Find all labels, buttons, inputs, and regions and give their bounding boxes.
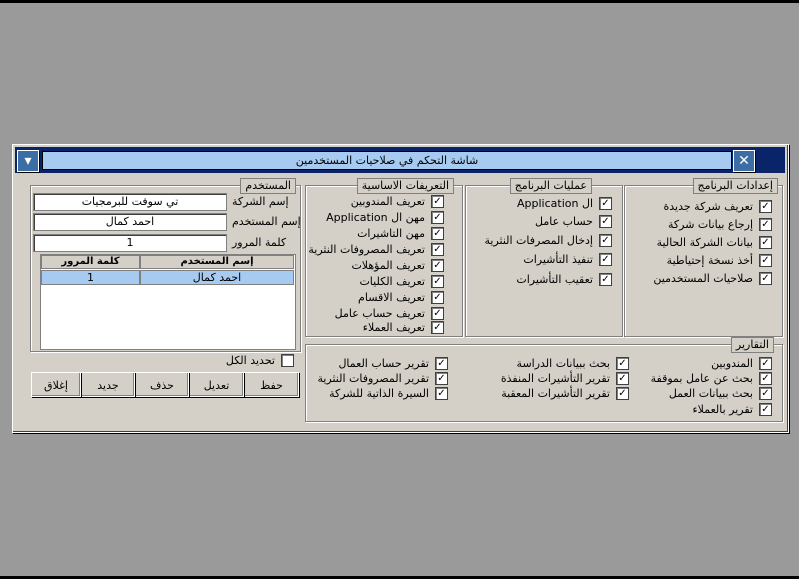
reports-group-label: التقارير xyxy=(731,337,774,353)
checkbox-icon[interactable]: ✓ xyxy=(759,254,772,267)
reports-col3-checkbox-1[interactable]: ✓تقرير المصروفات النثرية xyxy=(317,371,448,387)
checkbox-icon[interactable]: ✓ xyxy=(616,357,629,370)
checkbox-icon[interactable]: ✓ xyxy=(759,218,772,231)
company-field[interactable]: تي سوفت للبرمجيات xyxy=(33,193,227,211)
grid-cell-username[interactable]: احمد كمال xyxy=(140,270,294,285)
settings-group xyxy=(624,179,783,337)
checkbox-icon[interactable]: ✓ xyxy=(599,234,612,247)
select-all-checkbox[interactable]: تحديد الكل xyxy=(222,353,294,369)
title-bar xyxy=(15,147,785,173)
settings-group-label: إعدادات البرنامج xyxy=(693,178,778,194)
checkbox-icon[interactable]: ✓ xyxy=(599,215,612,228)
grid-cell-password[interactable]: 1 xyxy=(41,270,140,285)
password-field[interactable]: 1 xyxy=(33,234,227,252)
checkbox-icon[interactable]: ✓ xyxy=(599,273,612,286)
checkbox-icon[interactable]: ✓ xyxy=(431,321,444,334)
reports-col2-checkbox-2[interactable]: ✓تقرير التأشيرات المعقبة xyxy=(501,386,629,402)
reports-col2-checkbox-0[interactable]: ✓بحث ببيانات الدراسة xyxy=(517,356,629,372)
checkbox-icon[interactable]: ✓ xyxy=(431,275,444,288)
definitions-checkbox-7[interactable]: ✓تعريف حساب عامل xyxy=(335,306,444,322)
close-icon[interactable]: ✕ xyxy=(733,150,755,172)
checkbox-icon[interactable]: ✓ xyxy=(431,211,444,224)
operations-group-label: عمليات البرنامج xyxy=(510,178,592,194)
operations-checkbox-0[interactable]: ✓ال Application xyxy=(517,196,612,212)
reports-col1-checkbox-0[interactable]: ✓المندوبين xyxy=(711,356,772,372)
grid-header-password: كلمة المرور xyxy=(41,255,140,269)
settings-checkbox-4[interactable]: ✓صلاحيات المستخدمين xyxy=(653,271,772,287)
checkbox-icon[interactable]: ✓ xyxy=(759,200,772,213)
checkbox-icon[interactable]: ✓ xyxy=(431,307,444,320)
password-label: كلمة المرور xyxy=(232,236,287,249)
checkbox-icon[interactable]: ✓ xyxy=(599,253,612,266)
definitions-group xyxy=(305,179,463,337)
grid-header-username: إسم المستخدم xyxy=(140,255,294,269)
username-field[interactable]: احمد كمال xyxy=(33,213,227,231)
reports-col1-checkbox-3[interactable]: ✓تقرير بالعملاء xyxy=(693,402,773,418)
definitions-checkbox-1[interactable]: ✓مهن ال Application xyxy=(326,210,444,226)
checkbox-icon[interactable]: ✓ xyxy=(759,403,772,416)
checkbox-icon[interactable]: ✓ xyxy=(759,387,772,400)
reports-col1-checkbox-2[interactable]: ✓بحث ببيانات العمل xyxy=(669,386,772,402)
window-title: شاشة التحكم في صلاحيات المستخدمين xyxy=(42,151,732,170)
operations-checkbox-1[interactable]: ✓حساب عامل xyxy=(535,214,612,230)
definitions-checkbox-2[interactable]: ✓مهن التاشيرات xyxy=(357,226,444,242)
checkbox-icon[interactable]: ✓ xyxy=(759,272,772,285)
checkbox-icon[interactable]: ✓ xyxy=(435,357,448,370)
minimize-icon[interactable]: ▾ xyxy=(17,150,39,172)
reports-col1-checkbox-1[interactable]: ✓بحث عن عامل بموقفة xyxy=(651,371,772,387)
definitions-checkbox-3[interactable]: ✓تعريف المصروفات النثرية xyxy=(308,242,444,258)
checkbox-icon[interactable]: ✓ xyxy=(599,197,612,210)
users-grid[interactable] xyxy=(40,254,296,350)
definitions-checkbox-5[interactable]: ✓تعريف الكليات xyxy=(359,274,444,290)
definitions-checkbox-6[interactable]: ✓تعريف الاقسام xyxy=(358,290,444,306)
checkbox-icon[interactable]: ✓ xyxy=(759,357,772,370)
definitions-checkbox-4[interactable]: ✓تعريف المؤهلات xyxy=(351,258,444,274)
new-button[interactable]: جديد xyxy=(81,372,135,397)
top-black-bar xyxy=(0,0,799,3)
user-group-label: المستخدم xyxy=(240,178,296,194)
username-label: إسم المستخدم xyxy=(232,215,301,228)
close-button[interactable]: إغلاق xyxy=(31,372,81,397)
checkbox-icon[interactable]: ✓ xyxy=(431,259,444,272)
checkbox-icon[interactable]: ✓ xyxy=(435,372,448,385)
operations-checkbox-3[interactable]: ✓تنفيذ التأشيرات xyxy=(523,252,612,268)
delete-button[interactable]: حذف xyxy=(135,372,189,397)
settings-checkbox-2[interactable]: ✓بيانات الشركة الحالية xyxy=(657,235,772,251)
checkbox-icon[interactable]: ✓ xyxy=(759,372,772,385)
checkbox-icon[interactable] xyxy=(281,354,294,367)
checkbox-icon[interactable]: ✓ xyxy=(435,387,448,400)
settings-checkbox-3[interactable]: ✓أخذ نسخة إحتياطية xyxy=(667,253,772,269)
company-label: إسم الشركة xyxy=(232,195,289,208)
operations-checkbox-2[interactable]: ✓إدخال المصرفات النثرية xyxy=(484,233,612,249)
reports-col3-checkbox-2[interactable]: ✓السيرة الذاتية للشركة xyxy=(329,386,448,402)
reports-col3-checkbox-0[interactable]: ✓تقرير حساب العمال xyxy=(338,356,448,372)
reports-col2-checkbox-1[interactable]: ✓تقرير التأشيرات المنفذة xyxy=(501,371,629,387)
operations-checkbox-4[interactable]: ✓تعقيب التأشيرات xyxy=(516,272,612,288)
definitions-group-label: التعريفات الاساسية xyxy=(357,178,454,194)
definitions-checkbox-8[interactable]: ✓تعريف العملاء xyxy=(363,320,444,336)
checkbox-icon[interactable]: ✓ xyxy=(616,372,629,385)
settings-checkbox-1[interactable]: ✓إرجاع بيانات شركة xyxy=(668,217,772,233)
checkbox-icon[interactable]: ✓ xyxy=(759,236,772,249)
definitions-checkbox-0[interactable]: ✓تعريف المندوبين xyxy=(351,194,444,210)
checkbox-icon[interactable]: ✓ xyxy=(616,387,629,400)
checkbox-icon[interactable]: ✓ xyxy=(431,195,444,208)
checkbox-icon[interactable]: ✓ xyxy=(431,227,444,240)
save-button[interactable]: حفظ xyxy=(244,372,299,397)
reports-group xyxy=(305,338,783,422)
edit-button[interactable]: تعديل xyxy=(189,372,244,397)
checkbox-icon[interactable]: ✓ xyxy=(431,243,444,256)
checkbox-icon[interactable]: ✓ xyxy=(431,291,444,304)
operations-group xyxy=(465,179,623,337)
settings-checkbox-0[interactable]: ✓تعريف شركة جديدة xyxy=(664,199,772,215)
